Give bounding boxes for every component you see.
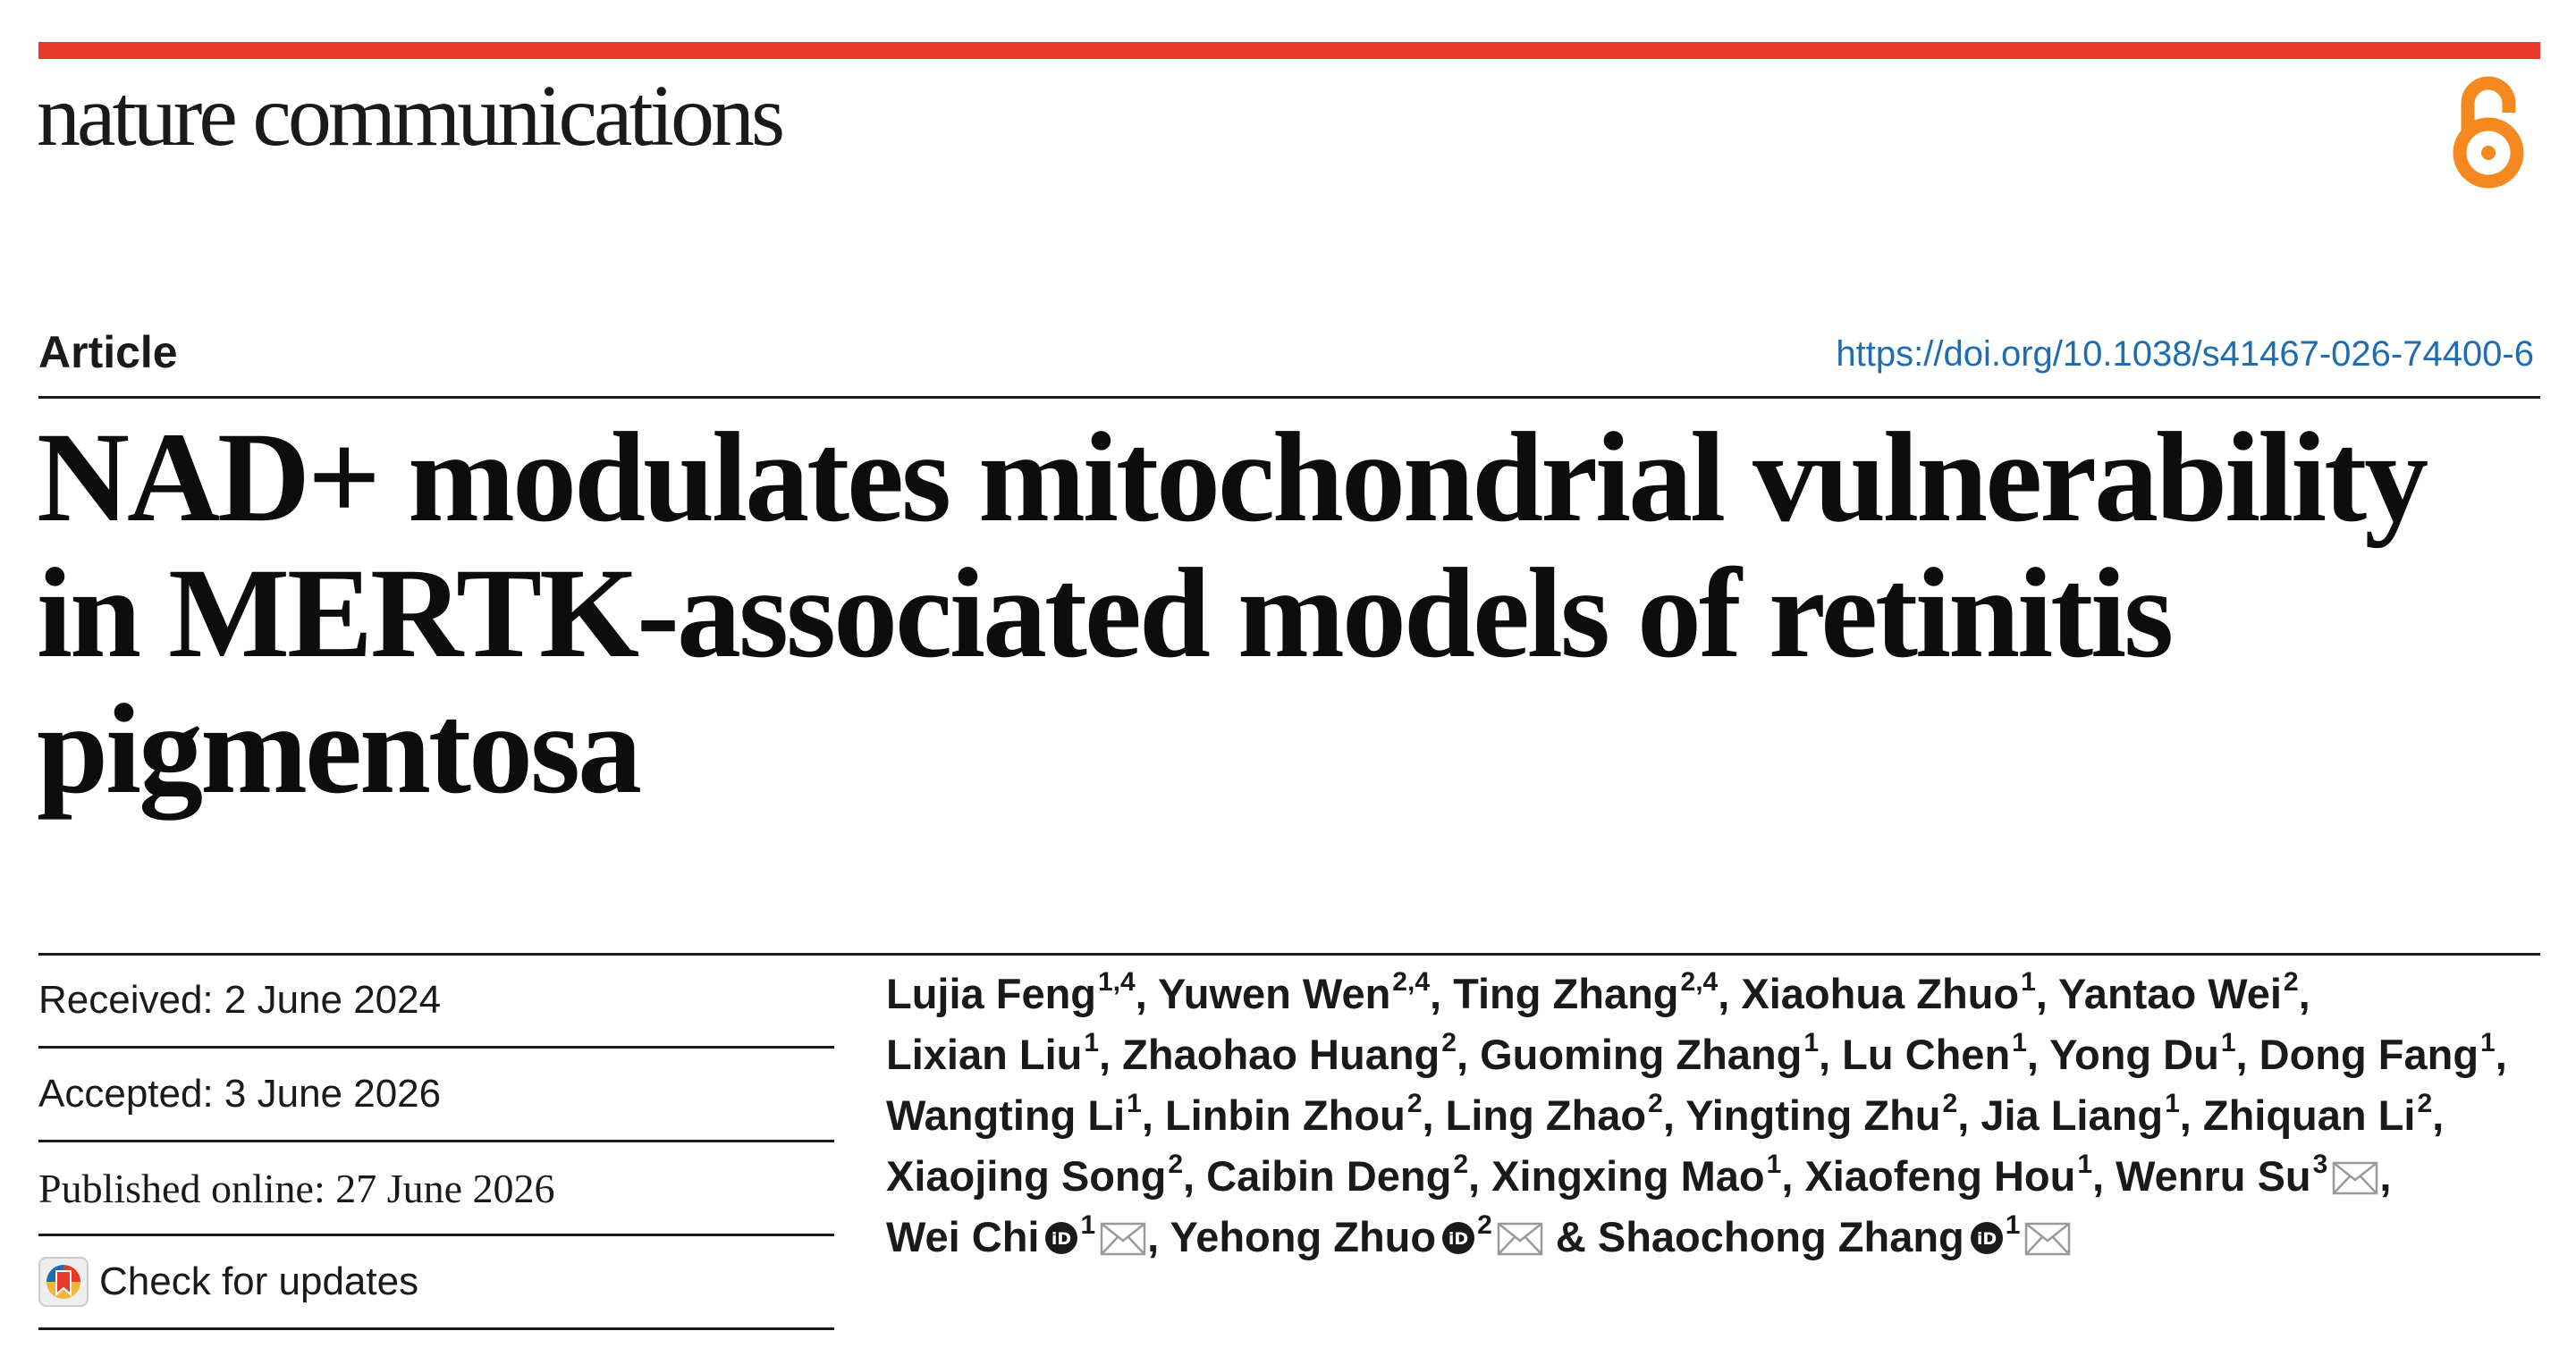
orcid-icon[interactable]	[1044, 1221, 1078, 1255]
author[interactable]	[2203, 1091, 2432, 1139]
author-affiliation: 1	[2005, 1210, 2021, 1240]
email-icon[interactable]	[1099, 1221, 1147, 1257]
author[interactable]	[2116, 1152, 2379, 1200]
author-name[interactable]: Xiaofeng Hou	[1804, 1152, 2076, 1200]
author-affiliation: 1	[1766, 1150, 1782, 1179]
author[interactable]	[1597, 1210, 2073, 1260]
author[interactable]	[2049, 1028, 2236, 1078]
author[interactable]	[1491, 1152, 1781, 1200]
author-name[interactable]: Yingting Zhu	[1685, 1091, 1941, 1139]
author-affiliation: 1	[2165, 1089, 2180, 1118]
author[interactable]	[2259, 1028, 2496, 1078]
author[interactable]	[886, 1091, 1142, 1139]
author[interactable]	[886, 1028, 1100, 1078]
author-name[interactable]: Wangting Li	[886, 1091, 1126, 1139]
author-name[interactable]: Xiaojing Song	[886, 1152, 1167, 1200]
received-date	[38, 955, 834, 1049]
author-name[interactable]: Dong Fang	[2259, 1031, 2479, 1078]
author-name[interactable]: Xiaohua Zhuo	[1741, 970, 2020, 1017]
author-name[interactable]: Xingxing Mao	[1491, 1152, 1765, 1200]
author-affiliation: 2	[1441, 1028, 1457, 1057]
published-date-text: Published online: 27 June 2026	[38, 1165, 555, 1211]
author[interactable]	[1158, 967, 1431, 1017]
author-name[interactable]: Lu Chen	[1842, 1031, 2011, 1078]
author[interactable]	[886, 1152, 1183, 1200]
received-date-text: Received: 2 June 2024	[38, 978, 442, 1022]
author[interactable]	[1206, 1152, 1468, 1200]
check-for-updates-icon	[38, 1257, 89, 1307]
author-affiliation: 2	[1477, 1210, 1492, 1240]
title-top-rule	[38, 396, 2540, 399]
author-affiliation: 2	[1168, 1150, 1184, 1179]
author-affiliation: 1	[2021, 967, 2036, 997]
author-name[interactable]: Ling Zhao	[1445, 1091, 1647, 1139]
author-affiliation: 1	[2220, 1028, 2236, 1057]
accepted-date-text: Accepted: 3 June 2026	[38, 1072, 442, 1116]
author-affiliation: 1,4	[1098, 967, 1136, 997]
article-title: NAD+ modulates mitochondrial vulnerability in MERTK-associated models of retinitis pigmentosa	[37, 407, 2427, 821]
check-for-updates-label: Check for updates	[99, 1260, 419, 1303]
author-name[interactable]: Linbin Zhou	[1164, 1091, 1406, 1139]
author-name[interactable]: Yehong Zhuo	[1170, 1213, 1437, 1260]
author[interactable]	[1842, 1028, 2027, 1078]
author-name[interactable]: Zhaohao Huang	[1122, 1031, 1440, 1078]
article-type: Article	[38, 327, 178, 377]
author-name[interactable]: Shaochong Zhang	[1597, 1213, 1964, 1260]
author[interactable]	[2058, 967, 2299, 1017]
accepted-date	[38, 1049, 834, 1142]
journal-accent-bar	[38, 42, 2540, 59]
svg-text:iD: iD	[1976, 1229, 1997, 1249]
author-affiliation: 1	[2012, 1028, 2027, 1057]
doi-link[interactable]: https://doi.org/10.1038/s41467-026-74400-6	[1836, 334, 2534, 374]
author-affiliation: 1	[2480, 1028, 2496, 1057]
author[interactable]	[1981, 1091, 2179, 1139]
author-affiliation: 2	[2283, 967, 2299, 997]
email-icon[interactable]	[2023, 1221, 2072, 1257]
orcid-icon[interactable]	[1441, 1221, 1475, 1255]
author-name[interactable]: Yantao Wei	[2058, 970, 2282, 1017]
open-access-lock-icon	[2448, 70, 2529, 190]
author-affiliation: 2	[1942, 1089, 1958, 1118]
orcid-icon[interactable]	[1970, 1221, 2004, 1255]
author[interactable]	[1685, 1091, 1957, 1139]
author-name[interactable]: Ting Zhang	[1453, 970, 1679, 1017]
author-affiliation: 2	[1406, 1089, 1423, 1118]
article-history	[38, 955, 834, 1330]
author-affiliation: 2,4	[1680, 967, 1719, 997]
check-for-updates-row	[38, 1236, 834, 1330]
author-name[interactable]: Wenru Su	[2116, 1152, 2311, 1200]
svg-text:iD: iD	[1448, 1229, 1469, 1249]
author-list: Lujia Feng$^{1,4}$, Yuwen Wen$^{2,4}$, Ting Zhang$^{2,4}$, Xiaohua Zhuo$^1$, Yantao Wei$^2$, Lixian Liu$^1$, Zhaohao Huang$^2$, Guoming Zhang$^1$, Lu Chen$^1$, Yong Du$^1$, Dong Fang$^1$, Wangting Li$^1$, Linbin Zhou$^2$, Ling Zhao$^2$, Yingting Zhu$^2$, Jia Liang$^1$, Zhiquan Li$^2$, Xiaojing Song$^2$, Caibin Deng$^2$, Xingxing Mao$^1$, Xiaofeng Hou$^1$, Wenru Su$^3$ , Wei Chi iD $^1$ , Yehong Zhuo iD $^2$ & Shaochong Zhang iD $^1$	[886, 967, 2507, 1260]
journal-name[interactable]: nature communications	[37, 68, 782, 164]
author[interactable]	[1741, 967, 2036, 1017]
author-affiliation: 2	[1453, 1150, 1469, 1179]
author-name[interactable]: Lujia Feng	[886, 970, 1096, 1017]
author[interactable]	[1804, 1152, 2092, 1200]
author-affiliation: 2,4	[1392, 967, 1431, 997]
svg-text:iD: iD	[1052, 1229, 1072, 1249]
author-affiliation: 1	[1080, 1210, 1096, 1240]
author-affiliation: 1	[1084, 1028, 1100, 1057]
author-affiliation: 1	[1127, 1089, 1142, 1118]
author-affiliation: 1	[1803, 1028, 1820, 1057]
author-name[interactable]: Jia Liang	[1981, 1091, 2164, 1139]
author-affiliation: 2	[2417, 1089, 2433, 1118]
author[interactable]	[1453, 967, 1719, 1017]
author-name[interactable]: Yuwen Wen	[1158, 970, 1391, 1017]
author[interactable]	[1122, 1028, 1457, 1078]
email-icon[interactable]	[1496, 1221, 1544, 1257]
author-affiliation: 3	[2312, 1150, 2328, 1179]
check-for-updates-button[interactable]	[38, 1257, 418, 1307]
author-affiliation: 2	[1648, 1089, 1663, 1118]
author-name[interactable]: Zhiquan Li	[2202, 1091, 2416, 1139]
author[interactable]	[886, 1210, 1147, 1260]
author[interactable]	[1480, 1028, 1820, 1078]
author-affiliation: 1	[2077, 1150, 2093, 1179]
author-name[interactable]: Yong Du	[2049, 1031, 2219, 1078]
author-name[interactable]: Wei Chi	[886, 1213, 1040, 1260]
author[interactable]	[886, 967, 1136, 1017]
email-icon[interactable]	[2331, 1160, 2379, 1196]
author[interactable]	[1170, 1210, 1543, 1260]
published-date	[38, 1142, 834, 1236]
author[interactable]	[1165, 1091, 1423, 1139]
author[interactable]	[1446, 1091, 1663, 1139]
author-name[interactable]: Lixian Liu	[886, 1031, 1083, 1078]
author-name[interactable]: Guoming Zhang	[1480, 1031, 1803, 1078]
author-name[interactable]: Caibin Deng	[1206, 1152, 1452, 1200]
